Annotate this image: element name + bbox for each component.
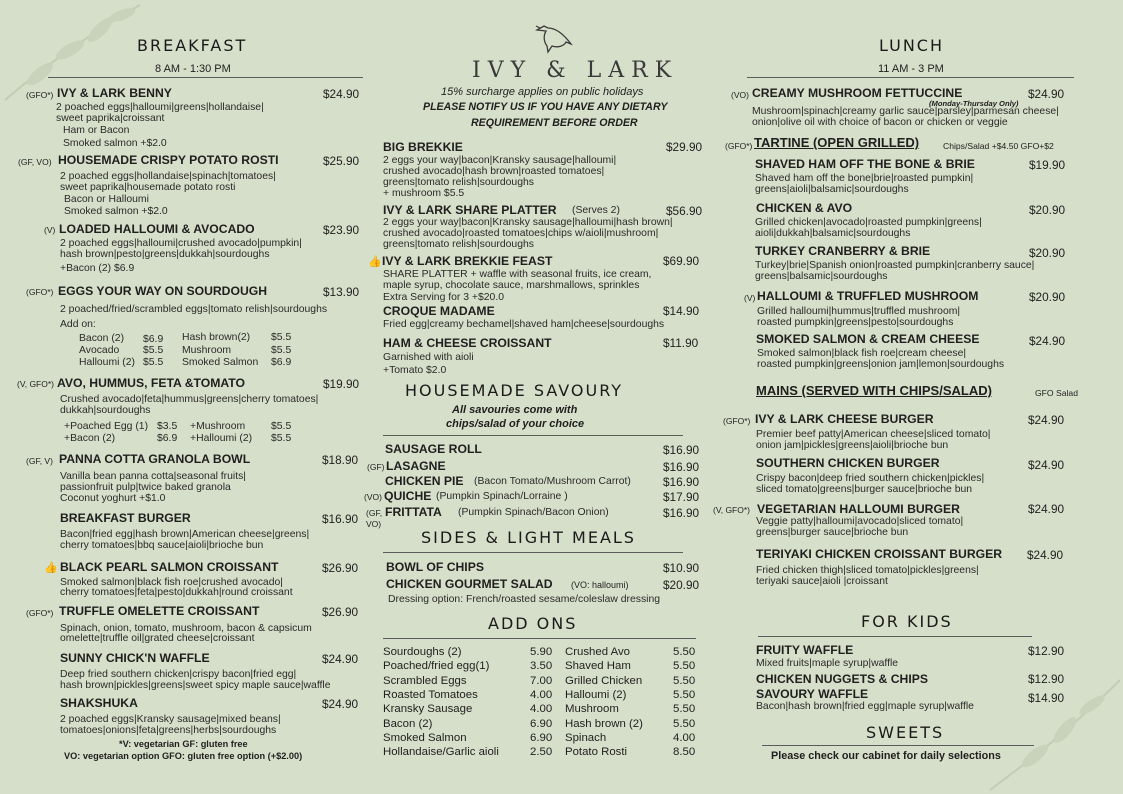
addon-price: 5.50 xyxy=(673,660,696,673)
item-price: $20.90 xyxy=(663,578,700,592)
addon-name: Spinach xyxy=(565,731,607,744)
item-price: $24.90 xyxy=(1027,548,1064,562)
tartine-title: TARTINE (OPEN GRILLED) xyxy=(754,135,920,150)
item-desc: 2 eggs your way|bacon|Kransky sausage|halloumi|hash brown| xyxy=(383,217,673,228)
item-name: TERIYAKI CHICKEN CROISSANT BURGER xyxy=(756,547,1003,561)
item-desc: sweet paprika|croissant xyxy=(56,113,165,124)
item-option: Smoked salmon +$2.0 xyxy=(64,206,168,217)
item-name: HAM & CHEESE CROISSANT xyxy=(383,336,552,350)
item-option: +Tomato $2.0 xyxy=(383,365,447,376)
addon-price: $5.5 xyxy=(271,433,292,444)
item-name: SHAVED HAM OFF THE BONE & BRIE xyxy=(755,157,975,171)
item-desc: teriyaki sauce|aioli |croissant xyxy=(756,576,888,587)
addon-price: $5.5 xyxy=(271,332,292,343)
mains-extra: GFO Salad xyxy=(1035,388,1078,398)
sides-title: SIDES & LIGHT MEALS xyxy=(421,528,636,547)
item-desc: passionfruit pulp|twice baked granola xyxy=(60,482,231,493)
diet-tag: (VO) xyxy=(364,492,382,502)
diet-tag: (GFO*) xyxy=(26,90,54,100)
addon-name: Smoked Salmon xyxy=(383,731,467,744)
item-name: SAUSAGE ROLL xyxy=(385,442,482,456)
addon-price: $5.5 xyxy=(271,421,292,432)
item-desc: SHARE PLATTER + waffle with seasonal fruits, ice cream, xyxy=(383,269,652,280)
item-desc: Fried chicken thigh|sliced tomato|pickles|greens| xyxy=(756,565,979,576)
item-variant: (Bacon Tomato/Mushroom Carrot) xyxy=(474,476,631,487)
savoury-note: chips/salad of your choice xyxy=(446,418,585,430)
item-desc: Smoked salmon|black fish roe|cream cheese| xyxy=(757,348,967,359)
item-price: $20.90 xyxy=(1029,290,1066,304)
diet-tag: (GF, V) xyxy=(26,456,53,466)
item-name: EGGS YOUR WAY ON SOURDOUGH xyxy=(58,284,268,298)
addon-name: Roasted Tomatoes xyxy=(383,688,478,701)
addon-price: $6.9 xyxy=(271,357,292,368)
item-price: $16.90 xyxy=(663,460,700,474)
item-variant: (Pumpkin Spinach/Bacon Onion) xyxy=(458,507,609,518)
item-name: BREAKFAST BURGER xyxy=(60,511,191,525)
item-name: PANNA COTTA GRANOLA BOWL xyxy=(59,452,251,466)
item-name: FRUITY WAFFLE xyxy=(756,643,854,657)
addon-price: 6.90 xyxy=(530,731,553,744)
item-desc: roasted pumpkin|greens|onion jam|lemon|sourdoughs xyxy=(757,359,1005,370)
item-price: $19.90 xyxy=(1029,158,1066,172)
item-name: SHAKSHUKA xyxy=(60,696,138,710)
addon-price: $6.9 xyxy=(157,433,178,444)
addon-price: 3.50 xyxy=(530,660,553,673)
diet-tag: (V, GFO*) xyxy=(17,379,54,389)
item-price: $12.90 xyxy=(1028,672,1065,686)
addon-price: 5.50 xyxy=(673,646,696,658)
item-price: $11.90 xyxy=(663,336,699,350)
item-price: $16.90 xyxy=(663,506,700,520)
item-price: $20.90 xyxy=(1029,246,1066,260)
diet-legend: *V: vegetarian GF: gluten free xyxy=(119,739,248,749)
addon-price: 5.50 xyxy=(673,717,696,730)
addon-name: Crushed Avo xyxy=(565,646,631,658)
addon-price: 5.90 xyxy=(530,646,553,658)
addons-title: ADD ONS xyxy=(488,614,578,633)
item-price: $56.90 xyxy=(666,204,703,218)
item-desc: hash brown|pickles|greens|sweet spicy maple sauce|waffle xyxy=(60,680,331,691)
item-desc: greens|tomato relish|sourdoughs xyxy=(383,177,534,188)
item-desc: Crushed avocado|feta|hummus|greens|cherry tomatoes| xyxy=(60,394,319,405)
item-desc: crushed avocado|roasted tomatoes|chips w/aioli|mushroom| xyxy=(383,228,659,239)
divider xyxy=(383,552,683,553)
diet-tag: (GFO*) xyxy=(26,608,54,618)
item-desc: Bacon|fried egg|hash brown|American cheese|greens| xyxy=(60,529,310,540)
item-desc: Grilled chicken|avocado|roasted pumpkin|greens| xyxy=(755,217,982,228)
addon-name: Hollandaise/Garlic aioli xyxy=(383,746,499,759)
item-desc: Veggie patty|halloumi|avocado|sliced tomato| xyxy=(756,516,964,527)
diet-tag: (V) xyxy=(744,293,756,303)
item-option: Extra Serving for 3 +$20.0 xyxy=(383,292,505,303)
diet-tag: (V) xyxy=(44,225,56,235)
divider xyxy=(762,745,1034,746)
item-desc: onion jam|pickles|greens|aioli|brioche bun xyxy=(756,440,949,451)
kids-title: FOR KIDS xyxy=(861,612,953,631)
item-name: VEGETARIAN HALLOUMI BURGER xyxy=(757,502,960,516)
diet-legend: VO: vegetarian option GFO: gluten free option (+$2.00) xyxy=(64,751,303,761)
item-desc: aioli|dukkah|balsamic|sourdoughs xyxy=(755,228,911,239)
addon-name: Bacon (2) xyxy=(79,333,125,344)
item-desc: Premier beef patty|American cheese|sliced tomato| xyxy=(756,429,991,440)
item-desc: Vanilla bean panna cotta|seasonal fruits| xyxy=(60,471,247,482)
addon-name: Sourdoughs (2) xyxy=(383,646,462,658)
item-desc: 2 poached eggs|Kransky sausage|mixed beans| xyxy=(60,714,281,725)
item-price: $24.90 xyxy=(322,697,359,711)
item-name: IVY & LARK SHARE PLATTER xyxy=(383,203,557,217)
item-price: $18.90 xyxy=(322,453,359,467)
item-name: HOUSEMADE CRISPY POTATO ROSTI xyxy=(58,153,279,167)
item-option: Bacon or Halloumi xyxy=(64,194,149,205)
item-price: $16.90 xyxy=(663,443,700,457)
item-desc: omelette|truffle oil|grated cheese|croissant xyxy=(60,633,255,644)
item-option: Coconut yoghurt +$1.0 xyxy=(60,493,166,504)
item-name: CROQUE MADAME xyxy=(383,304,495,318)
addon-name: Shaved Ham xyxy=(565,660,631,673)
mains-title: MAINS (SERVED WITH CHIPS/SALAD) xyxy=(756,383,992,398)
item-price: $13.90 xyxy=(323,285,360,299)
addon-name: +Poached Egg (1) xyxy=(64,421,149,432)
addon-price: 5.50 xyxy=(673,703,696,716)
divider xyxy=(747,77,1074,78)
item-desc: greens|balsamic|sourdoughs xyxy=(755,271,888,282)
item-variant: (Pumpkin Spinach/Lorraine ) xyxy=(436,491,568,502)
item-name: CREAMY MUSHROOM FETTUCCINE xyxy=(752,86,963,100)
item-name: SOUTHERN CHICKEN BURGER xyxy=(756,456,940,470)
diet-tag: (GFO*) xyxy=(725,141,753,151)
lunch-hours: 11 AM - 3 PM xyxy=(878,63,944,75)
availability-note: (Monday-Thursday Only) xyxy=(929,99,1019,108)
item-desc: Shaved ham off the bone|brie|roasted pumpkin| xyxy=(755,173,974,184)
addon-name: Poached/fried egg(1) xyxy=(383,660,490,673)
item-name: SAVOURY WAFFLE xyxy=(756,687,869,701)
addon-name: Scrambled Eggs xyxy=(383,674,467,687)
addon-name: Bacon (2) xyxy=(383,717,433,730)
dietary-notice: PLEASE NOTIFY US IF YOU HAVE ANY DIETARY xyxy=(423,101,668,113)
item-desc: Grilled halloumi|hummus|truffled mushroom| xyxy=(757,306,961,317)
item-desc: Mixed fruits|maple syrup|waffle xyxy=(756,658,899,669)
item-name: SUNNY CHICK'N WAFFLE xyxy=(60,651,210,665)
item-desc: greens|burger sauce|brioche bun xyxy=(756,527,909,538)
item-name: HALLOUMI & TRUFFLED MUSHROOM xyxy=(757,289,979,303)
item-desc: Bacon|hash brown|fried egg|maple syrup|waffle xyxy=(756,701,974,712)
divider xyxy=(48,77,363,78)
item-price: $19.90 xyxy=(323,377,360,391)
item-desc: sweet paprika|housemade potato rosti xyxy=(60,182,236,193)
item-desc: Smoked salmon|black fish roe|crushed avocado| xyxy=(60,577,283,588)
item-name: CHICKEN & AVO xyxy=(756,201,853,215)
addon-name: Avocado xyxy=(79,345,120,356)
item-option: + mushroom $5.5 xyxy=(383,188,465,199)
breakfast-title: BREAKFAST xyxy=(137,36,248,55)
item-price: $26.90 xyxy=(322,605,359,619)
item-desc: Deep fried southern chicken|crispy bacon|fried egg| xyxy=(60,669,297,680)
diet-tag: (GF) xyxy=(367,462,385,472)
item-desc: greens|tomato relish|sourdoughs xyxy=(383,239,534,250)
addon-price: 7.00 xyxy=(530,674,553,687)
addon-price: 4.00 xyxy=(530,688,553,701)
item-price: $26.90 xyxy=(322,561,359,575)
item-variant: (VO: halloumi) xyxy=(571,580,629,590)
item-option: Ham or Bacon xyxy=(63,125,130,136)
divider xyxy=(383,638,696,639)
item-name: SMOKED SALMON & CREAM CHEESE xyxy=(756,332,980,346)
addon-price: $6.9 xyxy=(143,334,164,345)
item-desc: Turkey|brie|Spanish onion|roasted pumpkin|cranberry sauce| xyxy=(755,260,1035,271)
addon-price: 4.00 xyxy=(530,703,553,716)
item-price: $14.90 xyxy=(663,304,700,318)
addon-price: 8.50 xyxy=(673,746,696,759)
addon-price: 6.90 xyxy=(530,717,553,730)
item-desc: sliced tomato|greens|burger sauce|brioche bun xyxy=(756,484,973,495)
divider xyxy=(758,636,1032,637)
item-name: IVY & LARK BREKKIE FEAST xyxy=(382,254,553,268)
item-desc: 2 eggs your way|bacon|Kransky sausage|halloumi| xyxy=(383,155,617,166)
sweets-title: SWEETS xyxy=(866,723,945,742)
addon-name: Mushroom xyxy=(565,703,619,716)
diet-tag: (V, GFO*) xyxy=(713,505,750,515)
surcharge-note: 15% surcharge applies on public holidays xyxy=(441,86,644,98)
item-price: $12.90 xyxy=(1028,644,1065,658)
item-option: Smoked salmon +$2.0 xyxy=(63,138,167,149)
item-price: $16.90 xyxy=(663,475,700,489)
addon-name: +Halloumi (2) xyxy=(190,433,253,444)
item-desc: Mushroom|spinach|creamy garlic sauce|parsley|parmesan cheese| xyxy=(752,106,1059,117)
thumbs-up-icon: 👍 xyxy=(368,256,382,268)
addon-price: $3.5 xyxy=(157,421,178,432)
diet-tag: (GF, xyxy=(366,508,383,518)
item-name: BIG BREKKIE xyxy=(383,140,463,154)
addon-price: 5.50 xyxy=(673,674,696,687)
bird-logo-icon xyxy=(534,22,574,56)
item-price: $10.90 xyxy=(663,561,700,575)
item-price: $24.90 xyxy=(1029,334,1066,348)
item-desc: Fried egg|creamy bechamel|shaved ham|cheese|sourdoughs xyxy=(383,319,665,330)
item-name: IVY & LARK BENNY xyxy=(57,86,172,100)
item-name: CHICKEN NUGGETS & CHIPS xyxy=(756,672,928,686)
savoury-title: HOUSEMADE SAVOURY xyxy=(405,381,624,400)
dietary-notice: REQUIREMENT BEFORE ORDER xyxy=(471,117,638,129)
breakfast-hours: 8 AM - 1:30 PM xyxy=(155,63,231,75)
addon-name: Mushroom xyxy=(182,345,232,356)
item-desc: crushed avocado|hash brown|roasted tomatoes| xyxy=(383,166,605,177)
item-name: CHICKEN GOURMET SALAD xyxy=(386,577,553,591)
item-desc: cherry tomatoes|feta|pesto|dukkah|round croissant xyxy=(60,587,293,598)
item-desc: 2 poached/fried/scrambled eggs|tomato relish|sourdoughs xyxy=(60,304,328,315)
item-desc: Spinach, onion, tomato, mushroom, bacon & capsicum xyxy=(60,623,312,634)
item-price: $24.90 xyxy=(322,652,359,666)
diet-tag: VO) xyxy=(366,519,382,529)
addon-name: Hash brown(2) xyxy=(182,332,251,343)
item-desc: hash brown|pesto|greens|dukkah|sourdoughs xyxy=(60,249,270,260)
item-price: $29.90 xyxy=(666,140,703,154)
lunch-title: LUNCH xyxy=(879,36,944,55)
item-name: CHICKEN PIE xyxy=(385,474,464,488)
savoury-note: All savouries come with xyxy=(452,404,578,416)
item-price: $17.90 xyxy=(663,490,700,504)
item-price: $24.90 xyxy=(1028,413,1065,427)
addon-name: Halloumi (2) xyxy=(565,688,627,701)
item-name: QUICHE xyxy=(384,489,432,503)
item-desc: Add on: xyxy=(60,319,96,330)
item-name: LASAGNE xyxy=(386,459,446,473)
item-desc: 2 poached eggs|halloumi|greens|hollandaise| xyxy=(56,102,264,113)
item-price: $20.90 xyxy=(1029,203,1066,217)
item-price: $24.90 xyxy=(1028,87,1065,101)
addon-name: Halloumi (2) xyxy=(79,357,136,368)
item-price: $14.90 xyxy=(1028,691,1065,705)
item-desc: 2 poached eggs|hollandaise|spinach|tomatoes| xyxy=(60,171,276,182)
item-desc: greens|aioli|balsamic|sourdoughs xyxy=(755,184,909,195)
item-price: $24.90 xyxy=(323,87,360,101)
addon-price: $5.5 xyxy=(271,345,292,356)
item-name: TURKEY CRANBERRY & BRIE xyxy=(755,244,931,258)
item-option: +Bacon (2) $6.9 xyxy=(60,263,135,274)
item-desc: onion|olive oil with choice of bacon or chicken or veggie xyxy=(752,117,1008,128)
item-desc: 2 poached eggs|halloumi|crushed avocado|pumpkin| xyxy=(60,238,302,249)
item-desc: tomatoes|onions|feta|greens|herbs|sourdoughs xyxy=(60,725,277,736)
item-desc: Dressing option: French/roasted sesame/coleslaw dressing xyxy=(388,594,661,605)
item-desc: Crispy bacon|deep fried southern chicken|pickles| xyxy=(756,473,985,484)
item-name: IVY & LARK CHEESE BURGER xyxy=(755,412,934,426)
tartine-extra: Chips/Salad +$4.50 GFO+$2 xyxy=(943,141,1054,151)
item-name: FRITTATA xyxy=(385,505,442,519)
item-desc: Garnished with aioli xyxy=(383,352,474,363)
item-desc: roasted pumpkin|greens|pesto|sourdoughs xyxy=(757,317,954,328)
item-name: BOWL OF CHIPS xyxy=(386,560,484,574)
addon-price: $5.5 xyxy=(143,345,164,356)
addon-name: Potato Rosti xyxy=(565,746,628,759)
item-price: $24.90 xyxy=(1028,502,1065,516)
addon-name: Hash brown (2) xyxy=(565,717,643,730)
item-desc: maple syrup, chocolate sauce, marshmallows, sprinkles xyxy=(383,280,640,291)
diet-tag: (GFO*) xyxy=(26,287,54,297)
thumbs-up-icon: 👍 xyxy=(44,562,58,574)
addon-name: +Bacon (2) xyxy=(64,433,116,444)
addon-name: Kransky Sausage xyxy=(383,703,473,716)
addon-price: 4.00 xyxy=(673,731,696,744)
addon-price: 2.50 xyxy=(530,746,553,759)
addon-price: 5.50 xyxy=(673,688,696,701)
serves-note: (Serves 2) xyxy=(572,205,620,216)
addon-name: +Mushroom xyxy=(190,421,246,432)
item-name: AVO, HUMMUS, FETA &TOMATO xyxy=(57,376,245,390)
addon-name: Smoked Salmon xyxy=(182,357,259,368)
item-desc: cherry tomatoes|bbq sauce|aioli|brioche bun xyxy=(60,540,264,551)
divider xyxy=(383,435,683,436)
item-desc: dukkah|sourdoughs xyxy=(60,405,151,416)
item-price: $24.90 xyxy=(1028,458,1065,472)
addon-name: Grilled Chicken xyxy=(565,674,643,687)
item-name: BLACK PEARL SALMON CROISSANT xyxy=(60,560,279,574)
sweets-note: Please check our cabinet for daily selections xyxy=(771,750,1001,762)
brand-logo: IVY & LARK xyxy=(472,58,679,83)
item-name: LOADED HALLOUMI & AVOCADO xyxy=(59,222,255,236)
diet-tag: (VO) xyxy=(731,90,749,100)
addon-price: $5.5 xyxy=(143,357,164,368)
diet-tag: (GF, VO) xyxy=(18,157,52,167)
item-name: TRUFFLE OMELETTE CROISSANT xyxy=(59,604,260,618)
item-price: $23.90 xyxy=(323,223,360,237)
diet-tag: (GFO*) xyxy=(723,416,751,426)
item-price: $16.90 xyxy=(322,512,359,526)
item-price: $25.90 xyxy=(323,154,360,168)
item-price: $69.90 xyxy=(663,254,700,268)
